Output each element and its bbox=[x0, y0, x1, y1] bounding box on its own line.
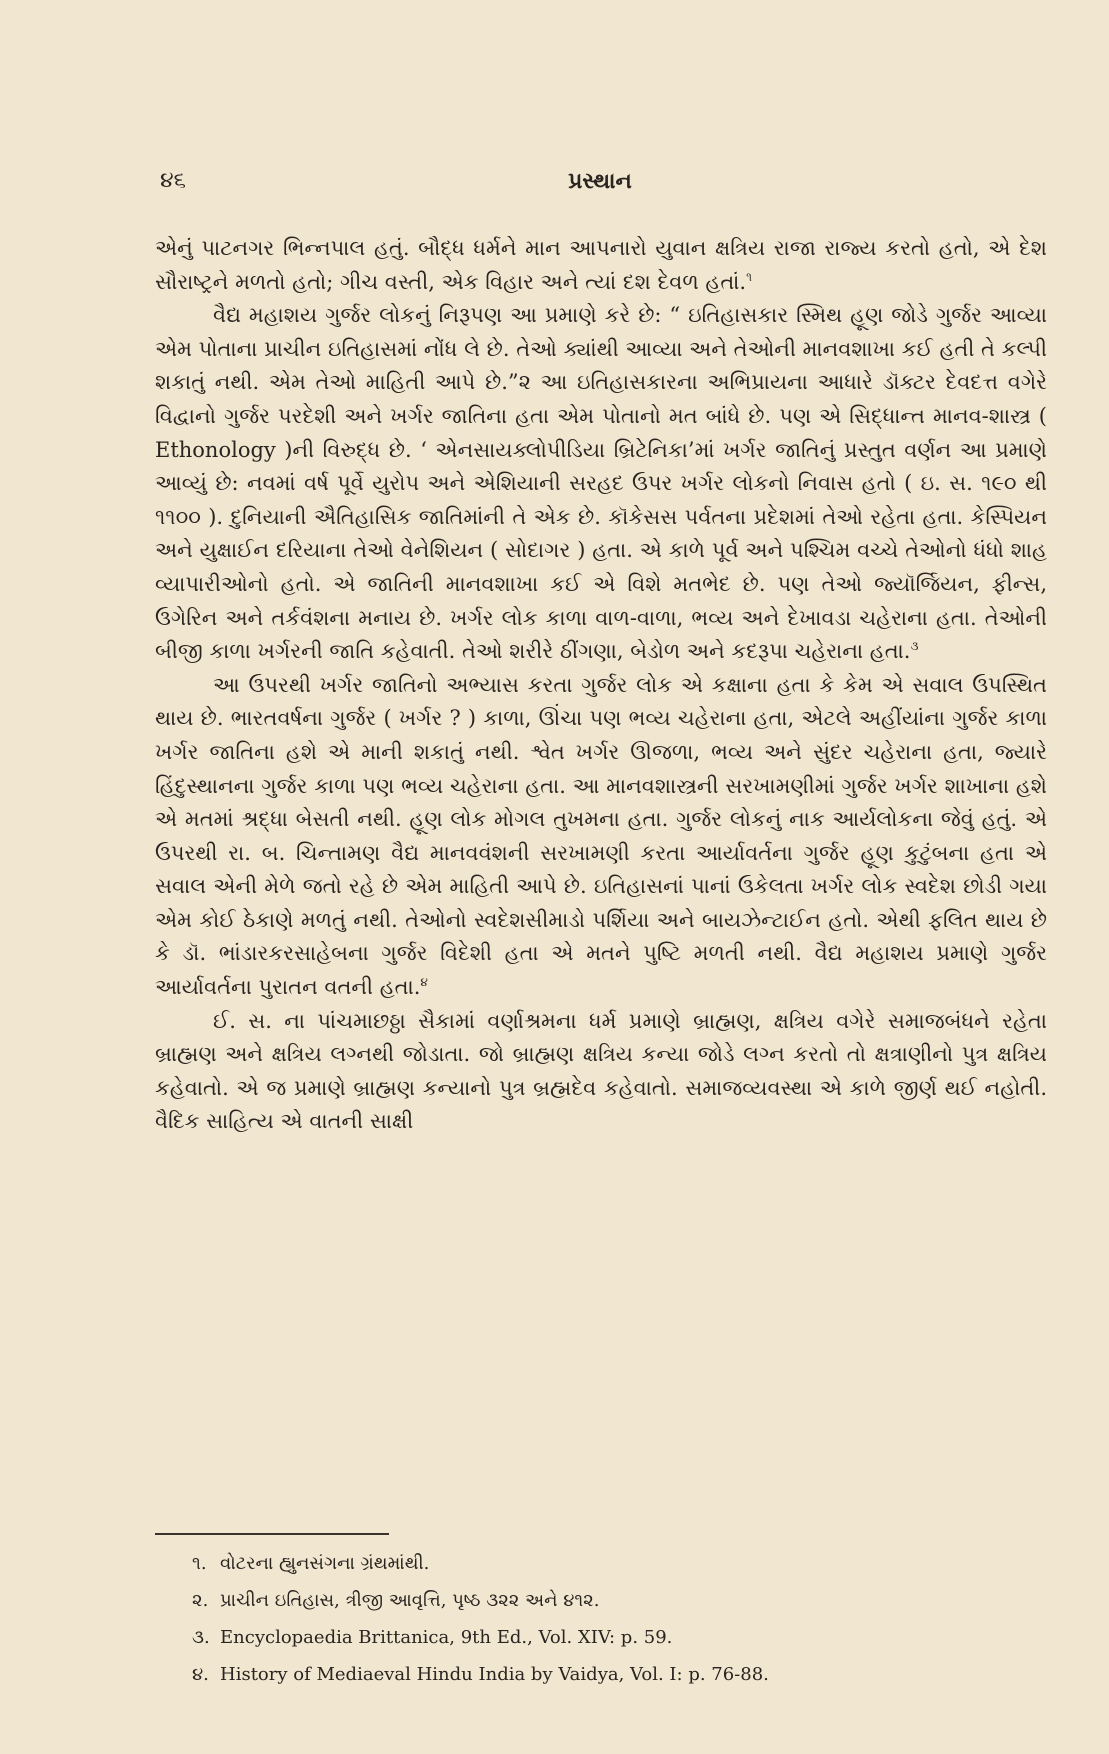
footnote-number: ૪. bbox=[192, 1664, 209, 1685]
paragraph: એનું પાટનગર ભિન્નપાલ હતું. બૌદ્ધ ધર્મને માન આપનારો યુવાન ક્ષત્રિય રાજા રાજ્ય કરતો હતો, એ દેશ સૌરાષ્ટ્રને મળતો હતો; ગીચ વસ્તી, એક વિહાર અને ત્યાં દશ દેવળ હતાં.$^૧$ bbox=[155, 236, 1047, 294]
footnote-ref: ૪ bbox=[420, 975, 428, 990]
footnote-item bbox=[192, 1545, 1012, 1582]
page-number: ૪૬ bbox=[160, 168, 186, 193]
footnote-number: ૨. bbox=[192, 1590, 209, 1611]
paragraph: ઈ. સ. ના પાંચમાછઠ્ઠા સૈકામાં વર્ણાશ્રમના ધર્મ પ્રમાણે બ્રાહ્મણ, ક્ષત્રિય વગેરે સમાજબંધને રહેતા બ્રાહ્મણ અને ક્ષત્રિય લગ્નથી જોડાતા. જો બ્રાહ્મણ ક્ષત્રિય કન્યા જોડે લગ્ન કરતો તો ક્ષત્રાણીનો પુત્ર ક્ષત્રિય કહેવાતો. એ જ પ્રમાણે બ્રાહ્મણ કન્યાનો પુત્ર બ્રહ્મદેવ કહેવાતો. સમાજવ્યવસ્થા એ કાળે જીર્ણ થઈ નહોતી. વૈદિક સાહિત્ય એ વાતની સાક્ષી bbox=[155, 1008, 1047, 1134]
footnote-number: ૩. bbox=[192, 1627, 210, 1648]
footnote-text: Encyclopaedia Brittanica, 9th Ed., Vol. XIV: p. 59. bbox=[220, 1627, 673, 1648]
footnote-item bbox=[192, 1582, 1012, 1619]
footnote-divider bbox=[155, 1533, 389, 1535]
footnote-ref: ૩ bbox=[910, 639, 919, 654]
footnote-text: પ્રાચીન ઇતિહાસ, ત્રીજી આવૃત્તિ, પૃષ્ઠ ૩૨૨ અને ૪૧૨. bbox=[220, 1590, 600, 1611]
footnote-text: વોટરના હ્યુનસંગના ગ્રંથમાંથી. bbox=[220, 1553, 430, 1574]
footnote-item bbox=[192, 1619, 1012, 1656]
footnote-ref: ૧ bbox=[746, 269, 752, 284]
footnote-number: ૧. bbox=[192, 1553, 207, 1574]
footnote-text: History of Mediaeval Hindu India by Vaidya, Vol. I: p. 76-88. bbox=[220, 1664, 769, 1685]
footnote-item bbox=[192, 1656, 1012, 1693]
running-title: પ્રસ્થાન bbox=[568, 168, 632, 194]
body-text bbox=[155, 232, 1047, 1139]
paragraph: વૈદ્ય મહાશય ગુર્જર લોકનું નિરૂપણ આ પ્રમાણે કરે છે: “ ઇતિહાસકાર સ્મિથ હૂણ જોડે ગુર્જર આવ્યા એમ પોતાના પ્રાચીન ઇતિહાસમાં નોંધ લે છે. તેઓ ક્યાંથી આવ્યા અને તેઓની માનવશાખા કઈ હતી તે કલ્પી શકાતું નથી. એમ તેઓ માહિતી આપે છે.”૨ આ ઇતિહાસકારના અભિપ્રાયના આધારે ડૉક્ટર દેવદત્ત વગેરે વિદ્વાનો ગુર્જર પરદેશી અને ખર્ગર જાતિના હતા એમ પોતાનો મત બાંધે છે. પણ એ સિદ્ધાન્ત માનવ-શાસ્ત્ર ( Ethonology )ની વિરુદ્ધ છે. ‘ એનસાયક્લોપીડિયા બ્રિટેનિકા’માં ખર્ગર જાતિનું પ્રસ્તુત વર્ણન આ પ્રમાણે આવ્યું છે: નવમાં વર્ષ પૂર્વે યુરોપ અને એશિયાની સરહદ ઉપર ખર્ગર લોકનો નિવાસ હતો ( ઇ. સ. ૧૯૦ થી ૧૧૦૦ ). દુનિયાની ઐતિહાસિક જાતિમાંની તે એક છે. કૉકેસસ પર્વતના પ્રદેશમાં તેઓ રહેતા હતા. કેસ્પિયન અને યુક્ષાઈન દરિયાના તેઓ વેનેશિયન ( સોદાગર ) હતા. એ કાળે પૂર્વ અને પશ્ચિમ વચ્ચે તેઓનો ધંધો શાહ વ્યાપારીઓનો હતો. એ જાતિની માનવશાખા કઈ એ વિશે મતભેદ છે. પણ તેઓ જ્યૉર્જિયન, ફીન્સ, ઉગેરિન અને તર્કવંશના મનાય છે. ખર્ગર લોક કાળા વાળ-વાળા, ભવ્ય અને દેખાવડા ચહેરાના હતા. તેઓની બીજી કાળા ખર્ગરની જાતિ કહેવાતી. તેઓ શરીરે ઠીંગણા, બેડોળ અને કદરૂપા ચહેરાના હતા.$^૩$ bbox=[155, 303, 1047, 664]
page-header bbox=[160, 168, 1040, 208]
paragraph: આ ઉપરથી ખર્ગર જાતિનો અભ્યાસ કરતા ગુર્જર લોક એ કક્ષાના હતા કે કેમ એ સવાલ ઉપસ્થિત થાય છે. ભારતવર્ષના ગુર્જર ( ખર્ગર ? ) કાળા, ઊંચા પણ ભવ્ય ચહેરાના હતા, એટલે અહીંયાંના ગુર્જર કાળા ખર્ગર જાતિના હશે એ માની શકાતું નથી. શ્વેત ખર્ગર ઊજળા, ભવ્ય અને સુંદર ચહેરાના હતા, જ્યારે હિંદુસ્થાનના ગુર્જર કાળા પણ ભવ્ય ચહેરાના હતા. આ માનવશાસ્ત્રની સરખામણીમાં ગુર્જર ખર્ગર શાખાના હશે એ મતમાં શ્રદ્ધા બેસતી નથી. હૂણ લોક મોગલ તુખમના હતા. ગુર્જર લોકનું નાક આર્યલોકના જેવું હતું. એ ઉપરથી રા. બ. ચિન્તામણ વૈદ્ય માનવવંશની સરખામણી કરતા આર્યાવર્તના ગુર્જર હૂણ કુટુંબના હતા એ સવાલ એની મેળે જતો રહે છે એમ માહિતી આપે છે. ઇતિહાસનાં પાનાં ઉકેલતા ખર્ગર લોક સ્વદેશ છોડી ગયા એમ કોઈ ઠેકાણે મળતું નથી. તેઓનો સ્વદેશસીમાડો પર્શિયા અને બાયઝેન્ટાઈન હતો. એથી ફલિત થાય છે કે ડૉ. ભાંડારકરસાહેબના ગુર્જર વિદેશી હતા એ મતને પુષ્ટિ મળતી નથી. વૈદ્ય મહાશય પ્રમાણે ગુર્જર આર્યાવર્તના પુરાતન વતની હતા.$^૪$ bbox=[155, 672, 1047, 1000]
footnotes bbox=[192, 1545, 1012, 1693]
